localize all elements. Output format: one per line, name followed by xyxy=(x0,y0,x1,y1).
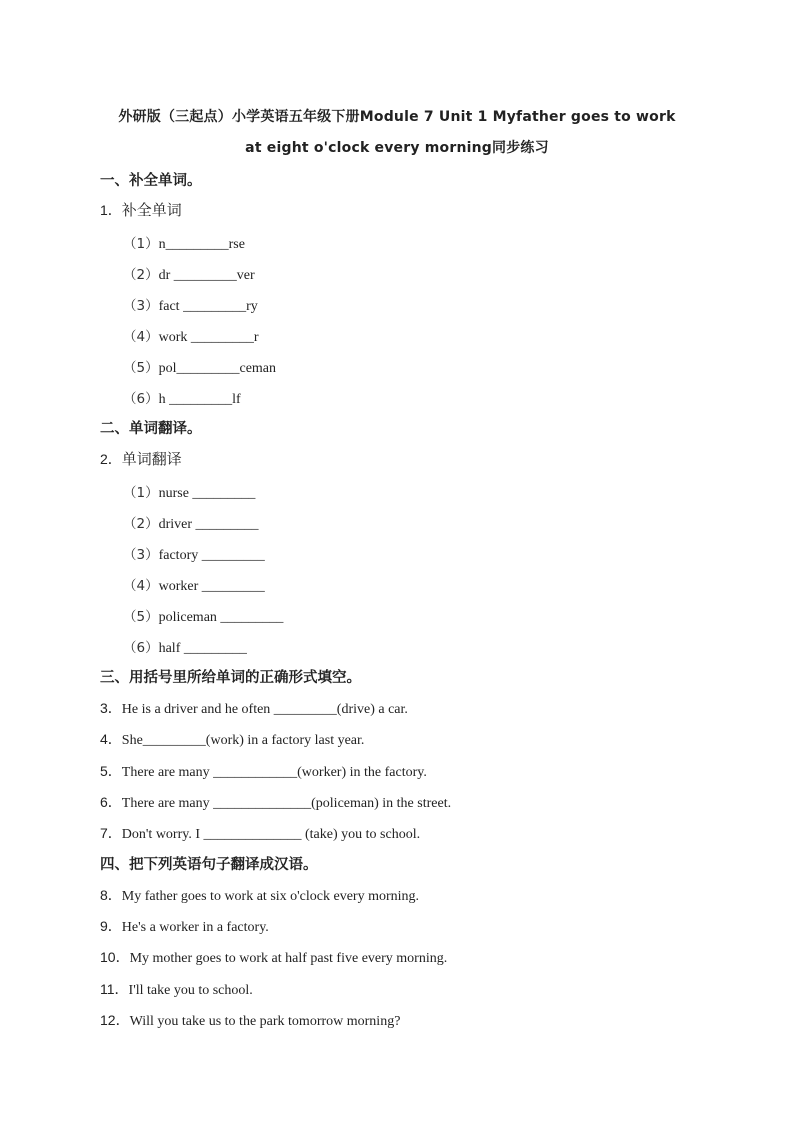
question-number: 6． xyxy=(100,794,122,810)
item-text: half _________ xyxy=(158,641,247,656)
section-1-item-4 xyxy=(123,325,259,346)
item-index: （4） xyxy=(123,329,159,345)
question-number: 4． xyxy=(100,731,122,747)
question-number: 5． xyxy=(100,763,122,779)
question-number: 12． xyxy=(100,1012,130,1028)
question-number: 7． xyxy=(100,825,122,841)
question-1 xyxy=(100,199,182,220)
item-index: （5） xyxy=(123,360,159,376)
question-12 xyxy=(100,1010,400,1030)
item-index: （2） xyxy=(123,267,159,283)
item-index: （1） xyxy=(123,236,159,252)
question-7 xyxy=(100,823,420,843)
section-1-item-5 xyxy=(123,356,276,377)
item-index: （5） xyxy=(123,609,159,625)
question-text: He's a worker in a factory. xyxy=(121,920,269,935)
item-text: h _________lf xyxy=(158,392,241,407)
item-text: pol_________ceman xyxy=(158,361,277,376)
item-index: （6） xyxy=(123,640,159,656)
question-number: 10． xyxy=(100,949,130,965)
section-2-heading: 二、单词翻译。 xyxy=(100,421,202,437)
section-2-item-1 xyxy=(123,481,255,502)
item-index: （2） xyxy=(123,516,159,532)
question-8 xyxy=(100,885,419,905)
item-text: dr _________ver xyxy=(158,268,255,283)
section-2-item-4 xyxy=(123,574,265,595)
section-2-item-5 xyxy=(123,605,283,626)
question-1-text: 补全单词 xyxy=(121,201,182,219)
item-index: （4） xyxy=(123,578,159,594)
worksheet-title-line2: at eight o'clock every morning同步练习 xyxy=(245,140,549,156)
question-4 xyxy=(100,729,364,749)
question-10 xyxy=(100,947,447,967)
section-2-item-3 xyxy=(123,543,265,564)
section-1-item-3 xyxy=(123,294,258,315)
question-text: There are many ______________(policeman) in the street. xyxy=(121,796,452,811)
question-number: 9． xyxy=(100,918,122,934)
question-text: He is a driver and he often _________(drive) a car. xyxy=(121,702,408,717)
question-11 xyxy=(100,979,253,999)
section-1-heading: 一、补全单词。 xyxy=(100,173,202,189)
question-text: Will you take us to the park tomorrow morning? xyxy=(129,1014,401,1029)
item-index: （3） xyxy=(123,547,159,563)
question-number: 8． xyxy=(100,887,122,903)
item-text: n_________rse xyxy=(158,237,245,252)
question-2-text: 单词翻译 xyxy=(121,450,182,468)
question-6 xyxy=(100,792,451,812)
item-text: policeman _________ xyxy=(158,610,284,625)
item-text: driver _________ xyxy=(158,517,259,532)
question-text: I'll take you to school. xyxy=(128,983,253,998)
question-text: My father goes to work at six o'clock every morning. xyxy=(121,889,420,904)
question-text: She_________(work) in a factory last year. xyxy=(121,733,365,748)
question-1-number: 1． xyxy=(100,202,122,218)
section-1-item-6 xyxy=(123,387,241,408)
question-text: My mother goes to work at half past five every morning. xyxy=(129,951,448,966)
section-2-item-6 xyxy=(123,636,247,657)
item-index: （1） xyxy=(123,485,159,501)
section-4-heading: 四、把下列英语句子翻译成汉语。 xyxy=(100,857,318,873)
item-text: worker _________ xyxy=(158,579,265,594)
question-5 xyxy=(100,761,427,781)
question-number: 3． xyxy=(100,700,122,716)
question-text: There are many ____________(worker) in the factory. xyxy=(121,765,427,780)
item-text: factory _________ xyxy=(158,548,265,563)
question-9 xyxy=(100,916,269,936)
question-2-number: 2． xyxy=(100,451,122,467)
section-1-item-1 xyxy=(123,232,245,253)
section-2-item-2 xyxy=(123,512,259,533)
question-text: Don't worry. I ______________ (take) you to school. xyxy=(121,827,421,842)
item-text: nurse _________ xyxy=(158,486,256,501)
item-text: work _________r xyxy=(158,330,259,345)
worksheet-title-line1: 外研版（三起点）小学英语五年级下册Module 7 Unit 1 Myfather goes to work xyxy=(118,109,676,125)
question-3 xyxy=(100,698,408,718)
section-3-heading: 三、用括号里所给单词的正确形式填空。 xyxy=(100,670,361,686)
item-index: （6） xyxy=(123,391,159,407)
question-2 xyxy=(100,448,182,469)
item-text: fact _________ry xyxy=(158,299,258,314)
question-number: 11． xyxy=(100,981,129,997)
item-index: （3） xyxy=(123,298,159,314)
section-1-item-2 xyxy=(123,263,255,284)
